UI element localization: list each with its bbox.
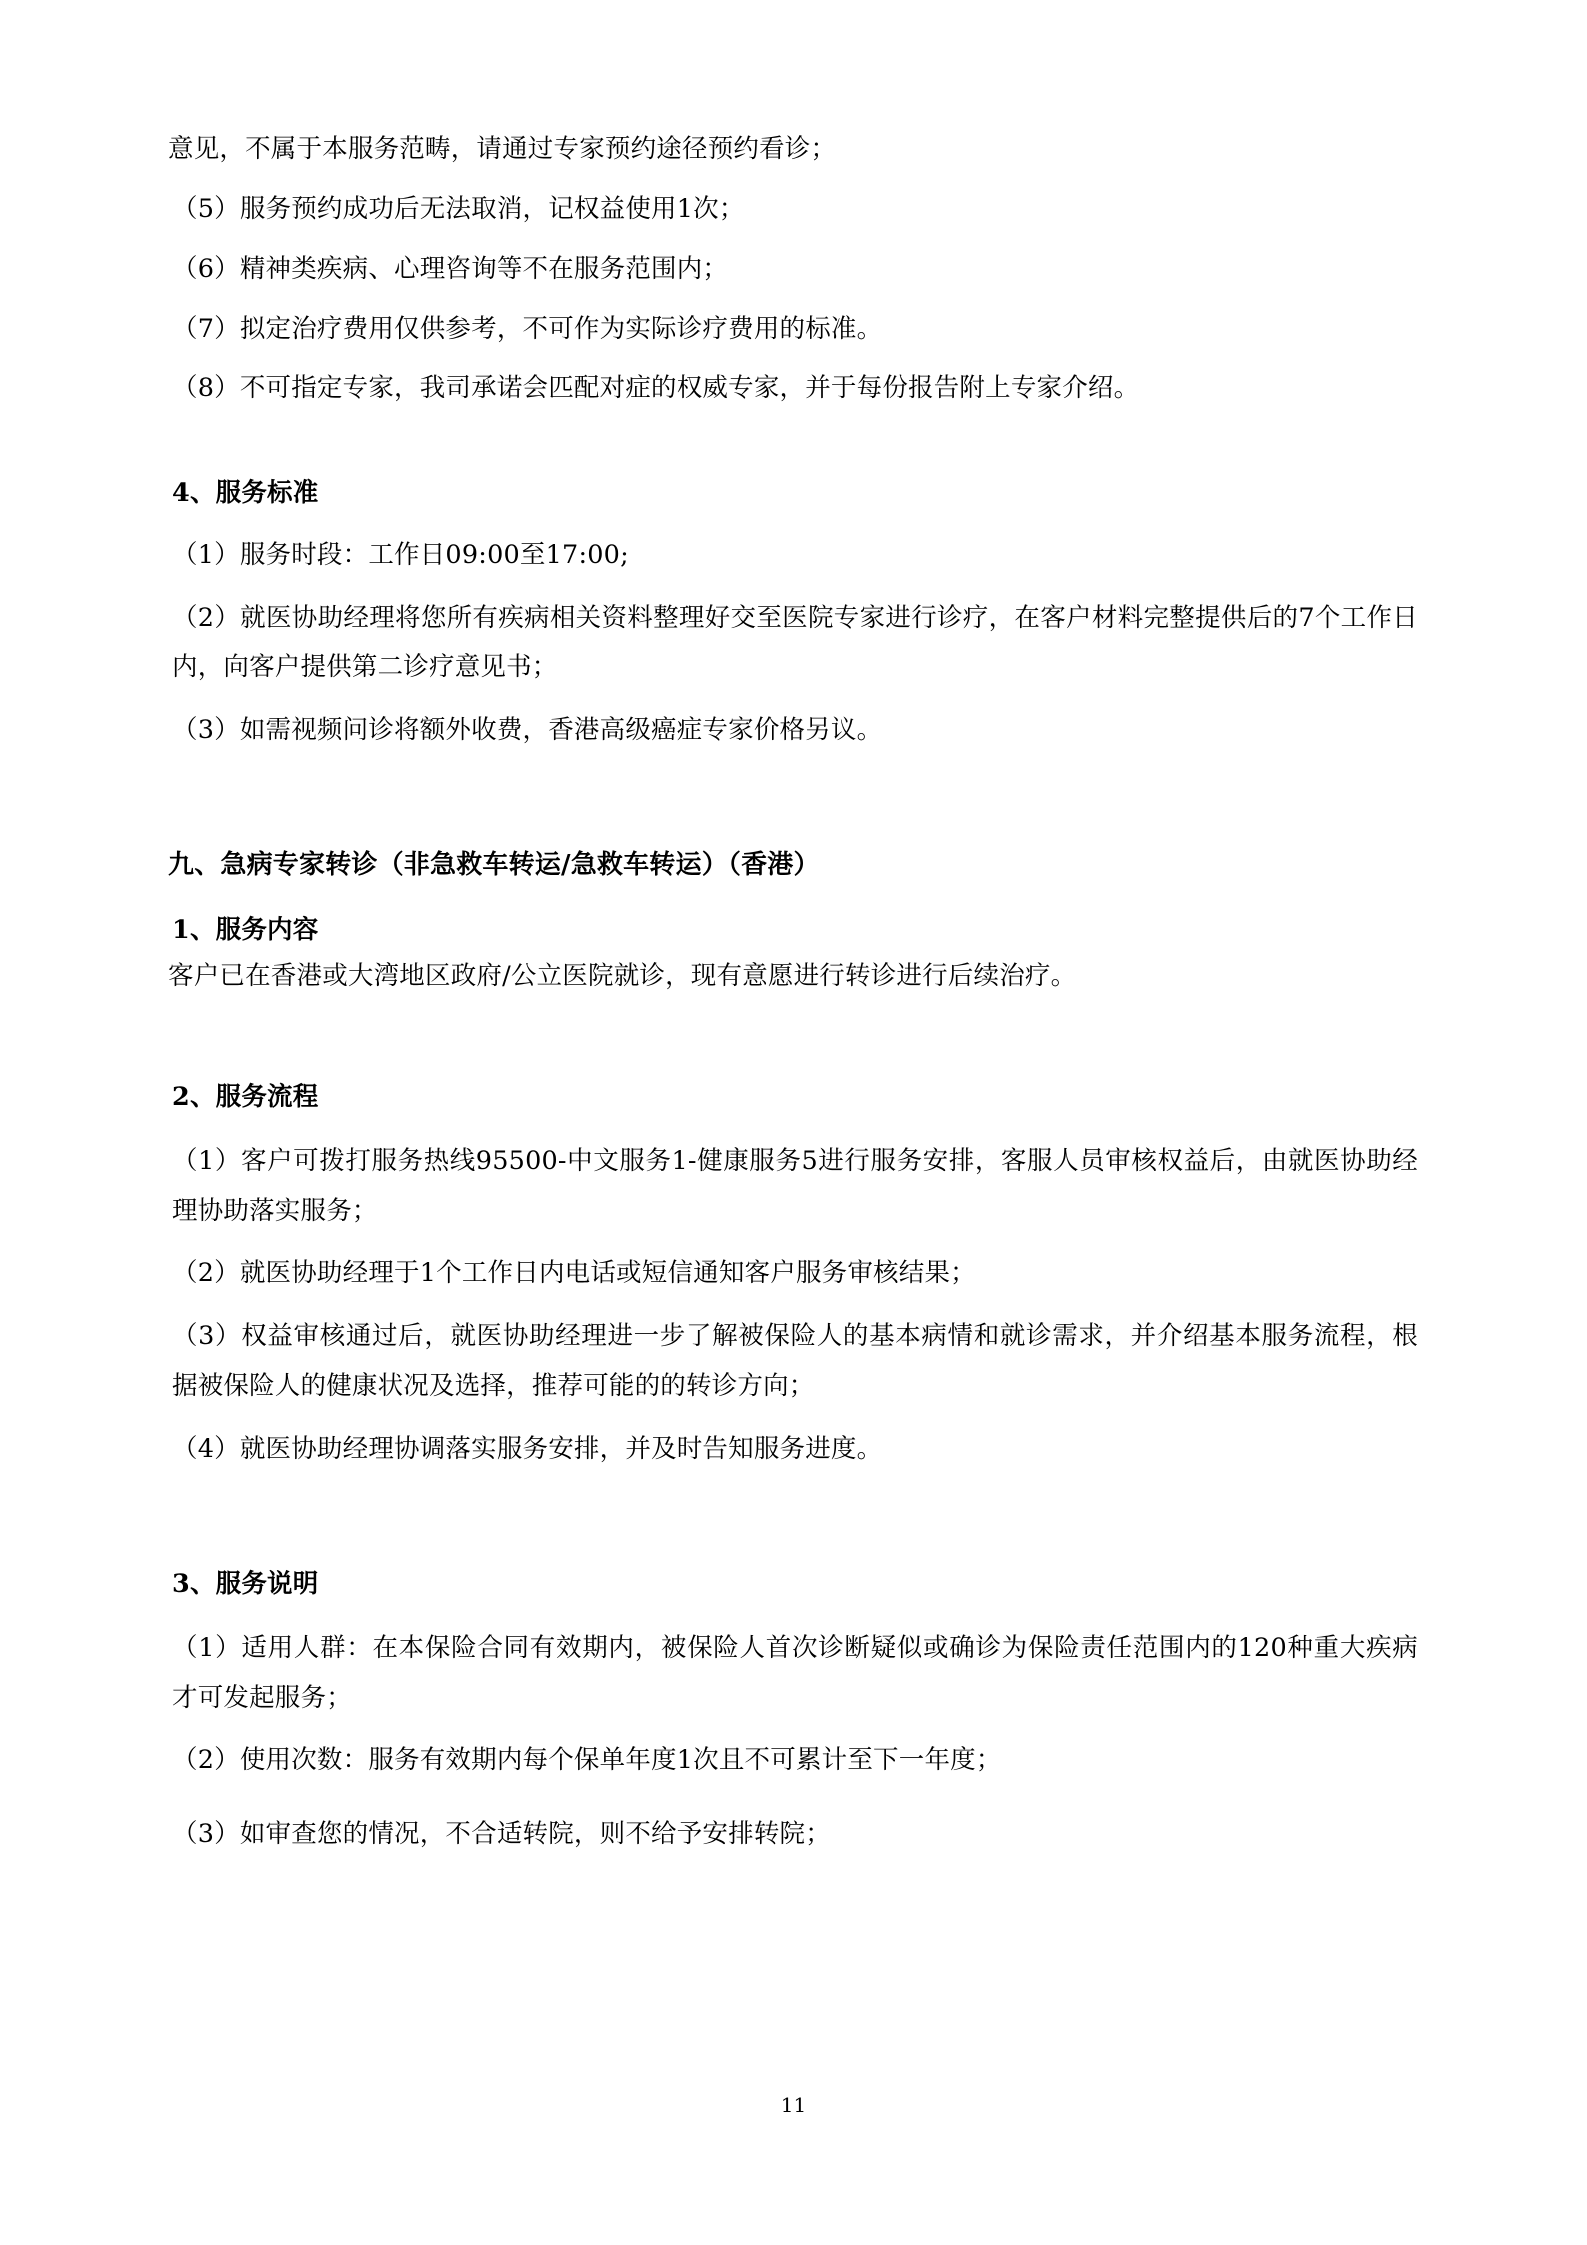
spacer bbox=[168, 1236, 1418, 1252]
list-item-5: （5）服务预约成功后无法取消，记权益使用1次； bbox=[172, 193, 745, 224]
spacer bbox=[168, 1608, 1418, 1624]
heading-service-standard: 4、服务标准 bbox=[172, 478, 319, 509]
spacer bbox=[168, 811, 1418, 841]
section-heading-nine: 九、急病专家转诊（非急救车转运/急救车转运）（香港） bbox=[168, 849, 820, 880]
spacer bbox=[168, 1412, 1418, 1428]
spacer bbox=[168, 693, 1418, 709]
page-number: 11 bbox=[780, 2093, 807, 2117]
process-item-3: （3）权益审核通过后，就医协助经理进一步了解被保险人的基本病情和就诊需求，并介绍基本服务流程，根据被保险人的健康状况及选择，推荐可能的的转诊方向； bbox=[172, 1321, 1418, 1402]
spacer bbox=[168, 1530, 1418, 1560]
process-item-2: （2）就医协助经理于1个工作日内电话或短信通知客户服务审核结果； bbox=[172, 1258, 976, 1289]
spacer bbox=[168, 890, 1418, 906]
description-item-2: （2）使用次数：服务有效期内每个保单年度1次且不可累计至下一年度； bbox=[172, 1745, 1002, 1776]
heading-service-process: 2、服务流程 bbox=[172, 1081, 319, 1112]
spacer bbox=[168, 1783, 1418, 1813]
standard-item-1: （1）服务时段：工作日09:00至17:00; bbox=[172, 539, 629, 570]
service-content-text: 客户已在香港或大湾地区政府/公立医院就诊，现有意愿进行转诊进行后续治疗。 bbox=[168, 960, 1077, 991]
spacer bbox=[168, 753, 1418, 811]
description-item-1: （1）适用人群：在本保险合同有效期内，被保险人首次诊断疑似或确诊为保险责任范围内的120种重大疾病才可发起服务； bbox=[172, 1633, 1418, 1713]
spacer bbox=[168, 232, 1418, 248]
list-item-6: （6）精神类疾病、心理咨询等不在服务范围内； bbox=[172, 253, 729, 284]
spacer bbox=[168, 1296, 1418, 1312]
spacer bbox=[168, 172, 1418, 188]
spacer bbox=[168, 292, 1418, 308]
spacer bbox=[168, 411, 1418, 469]
document-body bbox=[168, 128, 1418, 1857]
spacer bbox=[168, 351, 1418, 367]
heading-service-description: 3、服务说明 bbox=[172, 1568, 319, 1599]
spacer bbox=[168, 1723, 1418, 1739]
spacer bbox=[168, 999, 1418, 1057]
standard-item-2: （2）就医协助经理将您所有疾病相关资料整理好交至医院专家进行诊疗，在客户材料完整提供后的7个工作日内，向客户提供第二诊疗意见书； bbox=[172, 602, 1418, 683]
spacer bbox=[168, 578, 1418, 594]
heading-service-content: 1、服务内容 bbox=[172, 915, 319, 946]
process-item-1: （1）客户可拨打服务热线95500-中文服务1-健康服务5进行服务安排，客服人员审核权益后，由就医协助经理协助落实服务； bbox=[172, 1146, 1418, 1226]
spacer bbox=[168, 1057, 1418, 1073]
list-item-8: （8）不可指定专家，我司承诺会匹配对症的权威专家，并于每份报告附上专家介绍。 bbox=[172, 373, 1140, 404]
list-item-7: （7）拟定治疗费用仅供参考，不可作为实际诊疗费用的标准。 bbox=[172, 313, 883, 344]
process-item-4: （4）就医协助经理协调落实服务安排，并及时告知服务进度。 bbox=[172, 1433, 883, 1464]
paragraph-continuation: 意见，不属于本服务范畴，请通过专家预约途径预约看诊； bbox=[168, 134, 837, 164]
spacer bbox=[168, 518, 1418, 534]
spacer bbox=[168, 1121, 1418, 1137]
description-item-3: （3）如审查您的情况，不合适转院，则不给予安排转院； bbox=[172, 1819, 831, 1850]
standard-item-3: （3）如需视频问诊将额外收费，香港高级癌症专家价格另议。 bbox=[172, 715, 883, 746]
spacer bbox=[168, 1472, 1418, 1530]
